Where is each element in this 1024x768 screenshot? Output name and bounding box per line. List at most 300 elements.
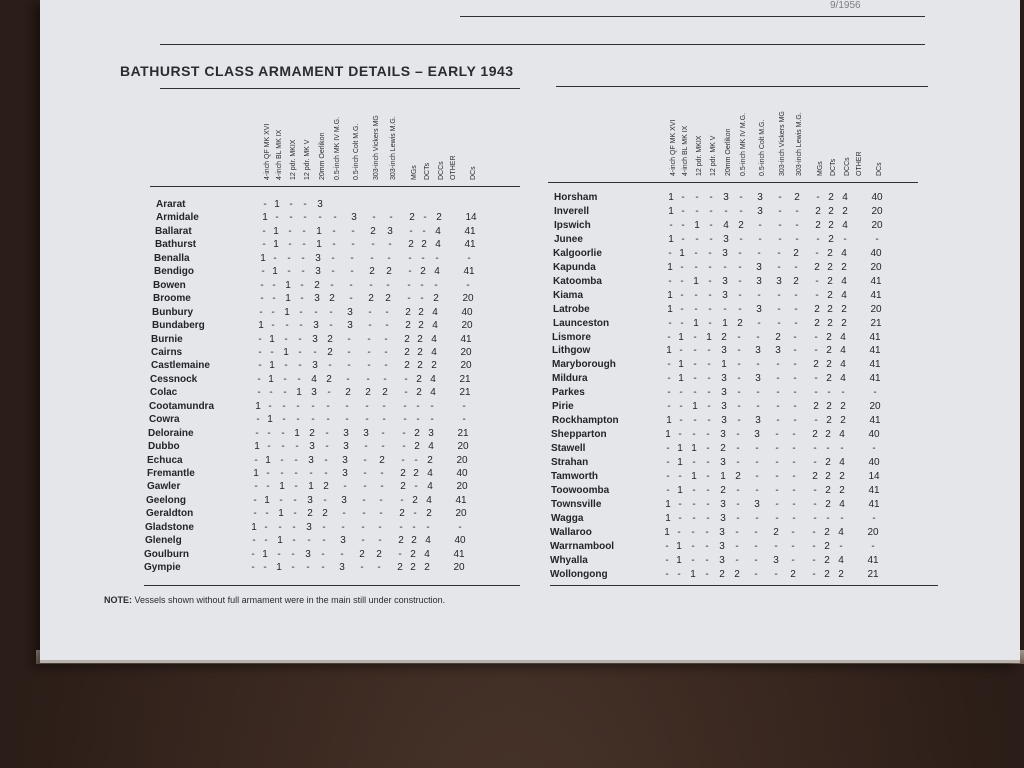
left-armament-value: - — [326, 414, 330, 426]
right-armament-value: - — [778, 233, 782, 245]
left-armament-value: 2 — [420, 266, 426, 278]
left-armament-value: - — [311, 414, 315, 426]
left-armament-value: - — [303, 199, 307, 210]
right-armament-value: 2 — [734, 568, 740, 580]
right-armament-value: 3 — [720, 512, 726, 524]
table-bottom-rule-left — [144, 585, 520, 586]
left-armament-value: - — [287, 252, 291, 264]
right-armament-value: - — [667, 401, 671, 413]
left-armament-value: - — [271, 320, 275, 332]
right-armament-value: - — [695, 233, 699, 245]
left-col-header: 303-inch Lewis M.G. — [390, 116, 397, 180]
right-col-header: MGs — [817, 161, 824, 176]
footnote — [104, 595, 445, 605]
top-rule — [460, 16, 925, 17]
right-armament-value: - — [666, 484, 670, 496]
left-ship-name: Gympie — [144, 562, 181, 574]
right-armament-value: 1 — [667, 289, 673, 301]
right-armament-value: - — [794, 261, 798, 273]
left-armament-value: 2 — [405, 320, 411, 332]
right-armament-value: - — [708, 289, 712, 301]
left-armament-value: - — [422, 225, 426, 237]
right-ship-name: Kapunda — [553, 261, 596, 273]
right-armament-value: 1 — [678, 359, 684, 371]
right-armament-value: - — [815, 247, 819, 259]
right-armament-value: 2 — [793, 247, 799, 259]
left-armament-value: - — [332, 239, 336, 251]
left-armament-value: 2 — [431, 360, 437, 372]
right-armament-value: - — [692, 429, 696, 441]
right-armament-value: 14 — [868, 471, 880, 482]
right-armament-value: - — [777, 247, 781, 259]
right-armament-value: - — [724, 205, 728, 217]
right-armament-value: - — [793, 331, 797, 343]
left-armament-value: - — [412, 521, 416, 533]
left-armament-value: - — [295, 441, 299, 453]
left-armament-value: - — [423, 212, 427, 224]
right-armament-value: 2 — [814, 317, 820, 329]
right-col-header: 303-inch Lewis M.G. — [796, 112, 803, 176]
left-armament-value: 21 — [459, 373, 471, 385]
right-armament-value: - — [693, 415, 697, 427]
right-armament-value: 3 — [755, 415, 761, 427]
right-armament-value: 2 — [826, 331, 832, 343]
right-armament-value: 41 — [869, 373, 881, 385]
right-armament-value: 3 — [723, 233, 729, 245]
left-armament-value: - — [430, 414, 434, 426]
right-armament-value: - — [706, 443, 710, 455]
right-armament-value: 40 — [871, 192, 883, 203]
right-armament-value: - — [793, 345, 797, 357]
left-ship-name: Gladstone — [145, 521, 194, 533]
right-armament-value: - — [708, 317, 712, 329]
left-armament-value: - — [360, 562, 364, 574]
right-armament-value: - — [737, 387, 741, 399]
right-armament-value: 2 — [775, 331, 781, 343]
right-ship-name: Mildura — [552, 373, 588, 385]
left-armament-value: - — [269, 387, 273, 399]
left-armament-value: - — [362, 494, 366, 506]
left-ship-name: Cowra — [149, 414, 180, 426]
right-armament-value: - — [706, 429, 710, 441]
left-armament-value: 1 — [283, 346, 289, 358]
right-armament-value: - — [736, 457, 740, 469]
right-armament-value: 2 — [841, 303, 847, 315]
left-armament-value: 2 — [404, 360, 410, 372]
right-armament-value: - — [755, 484, 759, 496]
left-armament-value: - — [279, 494, 283, 506]
right-armament-value: 2 — [825, 498, 831, 510]
right-armament-value: - — [695, 205, 699, 217]
left-armament-value: - — [384, 333, 388, 345]
left-armament-value: 20 — [457, 441, 469, 453]
right-armament-value: - — [737, 359, 741, 371]
right-armament-value: 3 — [756, 261, 762, 273]
left-armament-value: 2 — [417, 346, 423, 358]
right-armament-value: 2 — [827, 289, 833, 301]
left-armament-value: - — [324, 468, 328, 479]
right-armament-value: - — [736, 484, 740, 496]
right-armament-value: 20 — [867, 526, 879, 538]
right-armament-value: - — [775, 512, 779, 524]
left-armament-value: - — [257, 373, 261, 385]
left-armament-value: - — [379, 508, 383, 520]
left-armament-value: - — [268, 400, 272, 412]
left-armament-value: 2 — [417, 360, 423, 372]
right-armament-value: - — [668, 275, 672, 287]
right-armament-value: 4 — [840, 331, 846, 343]
right-armament-value: - — [707, 401, 711, 413]
right-ship-name: Lismore — [552, 331, 591, 343]
left-armament-value: - — [267, 441, 271, 453]
right-armament-value: - — [793, 401, 797, 413]
left-ship-name: Bendigo — [154, 266, 194, 278]
right-armament-value: - — [794, 303, 798, 315]
left-armament-value: - — [367, 346, 371, 358]
right-armament-value: - — [757, 317, 761, 329]
right-ship-name: Launceston — [553, 317, 610, 329]
right-armament-value: - — [814, 345, 818, 357]
left-armament-value: 20 — [453, 562, 465, 574]
left-armament-value: - — [421, 252, 425, 264]
left-col-header: 12 pdr. MK V — [304, 139, 311, 180]
right-armament-value: 41 — [869, 359, 881, 371]
right-armament-value: 2 — [842, 205, 848, 217]
left-armament-value: 3 — [342, 454, 348, 466]
left-ship-name: Bunbury — [152, 306, 194, 318]
right-armament-value: - — [693, 345, 697, 357]
right-armament-value: - — [707, 373, 711, 385]
left-armament-value: - — [333, 212, 337, 224]
left-armament-value: - — [367, 333, 371, 345]
right-armament-value: - — [777, 303, 781, 315]
left-armament-value: - — [349, 293, 353, 305]
left-armament-value: 1 — [276, 562, 282, 574]
right-armament-value: 20 — [871, 205, 883, 217]
right-col-header: 0.5-inch MK IV M.G. — [740, 112, 747, 176]
left-armament-value: 4 — [311, 373, 317, 385]
left-armament-value: 2 — [400, 468, 406, 479]
left-armament-value: - — [413, 508, 417, 520]
right-armament-value: - — [679, 387, 683, 399]
right-armament-value: 1 — [667, 261, 673, 273]
right-armament-value: 3 — [721, 415, 727, 427]
right-armament-value: 3 — [723, 192, 729, 203]
right-armament-value: 3 — [754, 498, 760, 510]
left-armament-value: - — [409, 225, 413, 237]
right-armament-value: - — [680, 275, 684, 287]
right-armament-value: - — [776, 387, 780, 399]
right-armament-value: - — [794, 317, 798, 329]
right-armament-value: 2 — [815, 205, 821, 217]
right-armament-value: - — [872, 443, 876, 455]
right-armament-value: 1 — [722, 317, 728, 329]
left-armament-value: 2 — [314, 279, 320, 291]
left-armament-value: 41 — [463, 266, 475, 278]
right-armament-value: 4 — [839, 457, 845, 469]
right-armament-value: 2 — [826, 345, 832, 357]
right-armament-value: 2 — [827, 261, 833, 273]
header-rule — [160, 44, 925, 45]
left-armament-value: 3 — [341, 494, 347, 506]
right-armament-value: - — [875, 233, 879, 245]
left-armament-value: 2 — [404, 333, 410, 345]
right-armament-value: - — [665, 540, 669, 552]
left-armament-value: - — [292, 535, 296, 547]
right-armament-value: - — [667, 373, 671, 385]
right-armament-value: 2 — [825, 484, 831, 496]
left-armament-value: - — [275, 212, 279, 224]
date-stamp: 9/1956 — [830, 0, 861, 11]
left-armament-value: - — [282, 400, 286, 412]
right-armament-value: - — [706, 471, 710, 482]
left-armament-value: - — [387, 252, 391, 264]
right-ship-name: Townsville — [551, 498, 602, 510]
left-armament-value: - — [402, 427, 406, 439]
right-armament-value: - — [678, 471, 682, 482]
right-armament-value: - — [679, 345, 683, 357]
left-armament-value: 2 — [326, 373, 332, 385]
left-armament-value: 4 — [428, 441, 434, 453]
right-ship-name: Junee — [554, 233, 583, 245]
left-armament-value: - — [283, 373, 287, 385]
left-armament-value: - — [321, 562, 325, 574]
right-armament-value: 2 — [812, 471, 818, 482]
left-armament-value: - — [363, 481, 367, 493]
right-armament-value: - — [706, 498, 710, 510]
left-armament-value: - — [300, 279, 304, 291]
right-armament-value: - — [814, 331, 818, 343]
left-armament-value: - — [267, 427, 271, 439]
right-ship-name: Strahan — [551, 457, 589, 469]
left-armament-value: - — [252, 535, 256, 547]
right-armament-value: 20 — [871, 219, 883, 231]
left-armament-value: - — [284, 333, 288, 345]
right-armament-value: 2 — [815, 219, 821, 231]
right-armament-value: - — [692, 498, 696, 510]
left-armament-value: - — [350, 252, 354, 264]
right-armament-value: 1 — [720, 471, 726, 482]
right-armament-value: 2 — [840, 401, 846, 413]
right-armament-value: - — [679, 401, 683, 413]
left-ship-name: Geelong — [146, 494, 187, 506]
right-armament-value: 2 — [813, 359, 819, 371]
right-armament-value: - — [709, 219, 713, 231]
right-ship-name: Inverell — [554, 205, 590, 217]
left-armament-value: - — [292, 521, 296, 533]
right-armament-value: - — [815, 289, 819, 301]
left-armament-value: 40 — [456, 468, 468, 479]
right-armament-value: - — [758, 233, 762, 245]
right-armament-value: - — [694, 261, 698, 273]
right-armament-value: - — [795, 233, 799, 245]
left-armament-value: 20 — [460, 346, 472, 358]
left-armament-value: - — [327, 387, 331, 399]
left-col-header: DCCs — [438, 161, 445, 180]
right-armament-value: - — [666, 471, 670, 482]
right-armament-value: - — [756, 387, 760, 399]
right-armament-value: 41 — [869, 415, 881, 427]
left-armament-value: 20 — [456, 454, 468, 466]
right-armament-value: - — [755, 457, 759, 469]
right-armament-value: - — [816, 192, 820, 203]
right-armament-value: 1 — [665, 512, 671, 524]
left-armament-value: - — [329, 306, 333, 318]
left-armament-value: - — [251, 562, 255, 574]
left-armament-value: - — [294, 468, 298, 479]
left-armament-value: 2 — [370, 225, 376, 237]
left-armament-value: 2 — [414, 441, 420, 453]
left-armament-value: - — [343, 481, 347, 493]
left-ship-name: Cessnock — [150, 373, 198, 385]
left-armament-value: 2 — [405, 306, 411, 318]
left-armament-value: - — [272, 279, 276, 291]
left-armament-value: - — [302, 225, 306, 237]
left-armament-value: 2 — [414, 427, 420, 439]
right-armament-value: 2 — [793, 275, 799, 287]
left-col-header: 303-inch Vickers MG — [373, 115, 380, 180]
left-armament-value: - — [294, 481, 298, 493]
left-armament-value: - — [401, 454, 405, 466]
right-armament-value: - — [737, 373, 741, 385]
right-ship-name: Horsham — [554, 192, 598, 203]
right-armament-value: - — [757, 289, 761, 301]
left-armament-value: - — [314, 306, 318, 318]
left-armament-value: 2 — [369, 266, 375, 278]
right-armament-value: 2 — [814, 261, 820, 273]
right-armament-value: - — [793, 415, 797, 427]
right-armament-value: - — [794, 289, 798, 301]
right-armament-value: 3 — [719, 526, 725, 538]
left-armament-value: 20 — [461, 320, 473, 332]
right-armament-value: - — [873, 387, 877, 399]
left-armament-value: - — [416, 400, 420, 412]
left-col-header: OTHER — [450, 155, 457, 180]
left-armament-value: 2 — [421, 239, 427, 251]
left-armament-value: - — [296, 400, 300, 412]
right-armament-value: - — [826, 512, 830, 524]
right-armament-value: - — [693, 359, 697, 371]
left-armament-value: - — [270, 346, 274, 358]
right-armament-value: - — [707, 387, 711, 399]
left-armament-value: - — [253, 508, 257, 520]
left-armament-value: 3 — [343, 441, 349, 453]
left-armament-value: - — [365, 400, 369, 412]
right-armament-value: - — [708, 275, 712, 287]
right-armament-value: 4 — [840, 373, 846, 385]
left-armament-value: 1 — [296, 387, 302, 399]
left-armament-value: - — [285, 320, 289, 332]
right-armament-value: - — [678, 498, 682, 510]
left-armament-value: 20 — [456, 481, 468, 493]
right-armament-value: - — [812, 526, 816, 538]
left-armament-value: - — [288, 225, 292, 237]
left-ship-name: Cootamundra — [149, 400, 214, 412]
left-armament-value: - — [263, 562, 267, 574]
left-armament-value: - — [371, 239, 375, 251]
right-armament-value: - — [706, 457, 710, 469]
left-armament-value: 20 — [460, 360, 472, 372]
right-ship-name: Wollongong — [550, 568, 608, 580]
right-armament-value: 40 — [868, 457, 880, 469]
right-armament-value: 2 — [827, 247, 833, 259]
right-armament-value: - — [666, 443, 670, 455]
right-armament-value: 41 — [868, 498, 880, 510]
right-armament-value: 2 — [825, 471, 831, 482]
left-armament-value: - — [273, 252, 277, 264]
left-armament-value: - — [280, 468, 284, 479]
left-armament-value: 3 — [342, 468, 348, 479]
left-armament-value: - — [291, 562, 295, 574]
left-armament-value: - — [342, 508, 346, 520]
left-armament-value: - — [386, 279, 390, 291]
left-armament-value: - — [408, 252, 412, 264]
left-armament-value: - — [407, 293, 411, 305]
right-armament-value: 2 — [828, 192, 834, 203]
left-armament-value: - — [256, 414, 260, 426]
right-armament-value: 1 — [693, 275, 699, 287]
right-armament-value: - — [707, 345, 711, 357]
right-ship-name: Rockhampton — [552, 415, 619, 427]
left-armament-value: 3 — [307, 494, 313, 506]
left-armament-value: - — [302, 239, 306, 251]
right-armament-value: - — [692, 457, 696, 469]
left-ship-name: Goulburn — [144, 548, 189, 560]
right-armament-value: - — [735, 540, 739, 552]
left-armament-value: 2 — [411, 535, 417, 547]
right-armament-value: 1 — [668, 205, 674, 217]
right-armament-value: - — [723, 303, 727, 315]
left-armament-value: - — [416, 414, 420, 426]
left-armament-value: 1 — [264, 494, 270, 506]
right-ship-name: Ipswich — [554, 219, 591, 231]
left-armament-value: 3 — [347, 320, 353, 332]
left-armament-value: 2 — [424, 562, 430, 574]
left-armament-value: 1 — [253, 468, 259, 479]
right-armament-value: 2 — [720, 484, 726, 496]
right-armament-value: - — [813, 498, 817, 510]
left-armament-value: - — [284, 360, 288, 372]
left-armament-value: - — [318, 212, 322, 224]
left-armament-value: 3 — [311, 387, 317, 399]
left-armament-value: - — [361, 521, 365, 533]
left-armament-value: - — [367, 360, 371, 372]
left-armament-value: 1 — [279, 481, 285, 493]
right-armament-value: - — [706, 512, 710, 524]
left-armament-value: 2 — [416, 387, 422, 399]
left-armament-value: - — [349, 279, 353, 291]
right-armament-value: - — [681, 233, 685, 245]
right-armament-value: - — [738, 261, 742, 273]
right-armament-value: - — [737, 401, 741, 413]
right-armament-value: - — [774, 540, 778, 552]
left-armament-value: 2 — [385, 293, 391, 305]
left-ship-name: Ballarat — [155, 225, 192, 237]
left-armament-value: - — [347, 360, 351, 372]
left-ship-name: Dubbo — [148, 441, 180, 453]
right-armament-value: - — [680, 289, 684, 301]
right-armament-value: - — [665, 568, 669, 580]
left-col-header: 0.5-inch Colt M.G. — [353, 123, 360, 180]
right-armament-value: - — [693, 387, 697, 399]
left-armament-value: - — [283, 387, 287, 399]
right-ship-name: Latrobe — [553, 303, 590, 315]
left-armament-value: - — [266, 481, 270, 493]
right-armament-value: - — [691, 526, 695, 538]
left-armament-value: 3 — [315, 252, 321, 264]
right-armament-value: 2 — [735, 471, 741, 482]
left-armament-value: 2 — [427, 454, 433, 466]
